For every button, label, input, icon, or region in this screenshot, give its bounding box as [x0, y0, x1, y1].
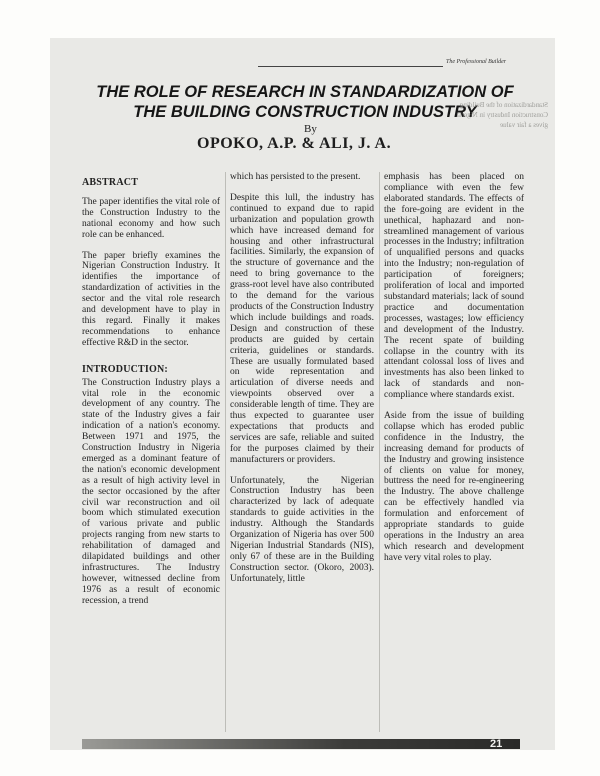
- article-authors: OPOKO, A.P. & ALI, J. A.: [197, 135, 392, 152]
- body-paragraph: Aside from the issue of building collapse which has eroded public confidence in the Industry, the increasing demand for products of the Industry and growing insistence of clients on value for money, buttress the need for re-engineering the Industry. The above challenge can be effectively handled via formulation and enforcement of appropriate standards to guide operations in the Industry an area which research and development have very vital roles to play.: [384, 411, 524, 563]
- article-title-line-2: THE BUILDING CONSTRUCTION INDUSTRY: [133, 103, 477, 121]
- abstract-paragraph: The paper briefly examines the Nigerian Construction Industry. It identifies the importance of standardization of activities in the sector and the vital role research and development have to play in this regard. Finally it makes recommendations to enhance effective R&D in the sector.: [82, 250, 220, 348]
- body-paragraph: Despite this lull, the industry has continued to expand due to rapid urbanization and population growth which have increased demand for housing and other infrastructural facilities. Similarly, the expansion of the structure of governance and the need to bring governance to the grass-root level have also contributed to the demand for the various products of the Construction Industry which include buildings and roads. Design and construction of these products are guided by certain criteria, guidelines or standards. These are usually formulated based on wide representation and articulation of diverse needs and viewpoints observed over a considerable length of time. They are thus expected to guarantee user expectations that products and services are safe, reliable and suited for the purposes claimed by their manufacturers or providers.: [230, 192, 374, 465]
- column-3: [384, 172, 524, 574]
- footer-band: [82, 739, 520, 749]
- abstract-paragraph: The paper identifies the vital role of the Construction Industry to the national economy and how such role can be enhanced.: [82, 196, 220, 240]
- journal-name: The Professional Builder: [446, 59, 507, 65]
- byline-label: By: [304, 123, 317, 135]
- page-number: 21: [490, 738, 503, 750]
- column-2: [230, 172, 374, 595]
- column-divider: [379, 172, 380, 732]
- article-title-line-1: THE ROLE OF RESEARCH IN STANDARDIZATION OF: [96, 83, 514, 101]
- introduction-heading: INTRODUCTION:: [82, 363, 168, 375]
- body-paragraph: emphasis has been placed on compliance with even the few elaborated standards. The effects of the fore-going are evident in the unethical, haphazard and non-streamlined management of various processes in the Industry; infiltration of unqualified persons and quacks into the Industry; non-regulation of participation of foreigners; proliferation of local and imported substandard materials; lack of sound practice and documentation processes, wastages; low efficiency and development of the Industry. The recent spate of building collapse in the country with its attendant colossal loss of lives and investments has also been linked to lack of standards and non-compliance where standards exist.: [384, 172, 524, 401]
- introduction-paragraph: The Construction Industry plays a vital role in the economic development of any country. The state of the Industry gives a fair indication of a nation's economy. Between 1971 and 1975, the Construction Industry in Nigeria emerged as a dominant feature of the nation's economic development as a result of high activity level in the sector occasioned by the after civil war reconstruction and oil boom which stimulated execution of various private and public projects ranging from new starts to rehabilitation of damaged and dilapidated buildings and other infrastructures. The Industry however, witnessed decline from 1976 as a result of economic recession, a trend: [82, 377, 220, 606]
- body-paragraph: which has persisted to the present.: [230, 172, 361, 182]
- bleed-through-text: Standardization of the Building Construction Industry in Nigeria gives a fair value: [456, 101, 548, 129]
- body-paragraph: Unfortunately, the Nigerian Construction Industry has been characterized by lack of adequate standards to guide activities in the industry. Although the Standards Organization of Nigeria has over 500 Nigerian Industrial Standards (NIS), only 67 of these are in the Building Construction sector. (Okoro, 2003). Unfortunately, little: [230, 475, 374, 584]
- header-rule: [258, 66, 443, 67]
- column-1: [82, 172, 220, 617]
- column-divider: [225, 172, 226, 732]
- abstract-heading: ABSTRACT: [82, 177, 139, 188]
